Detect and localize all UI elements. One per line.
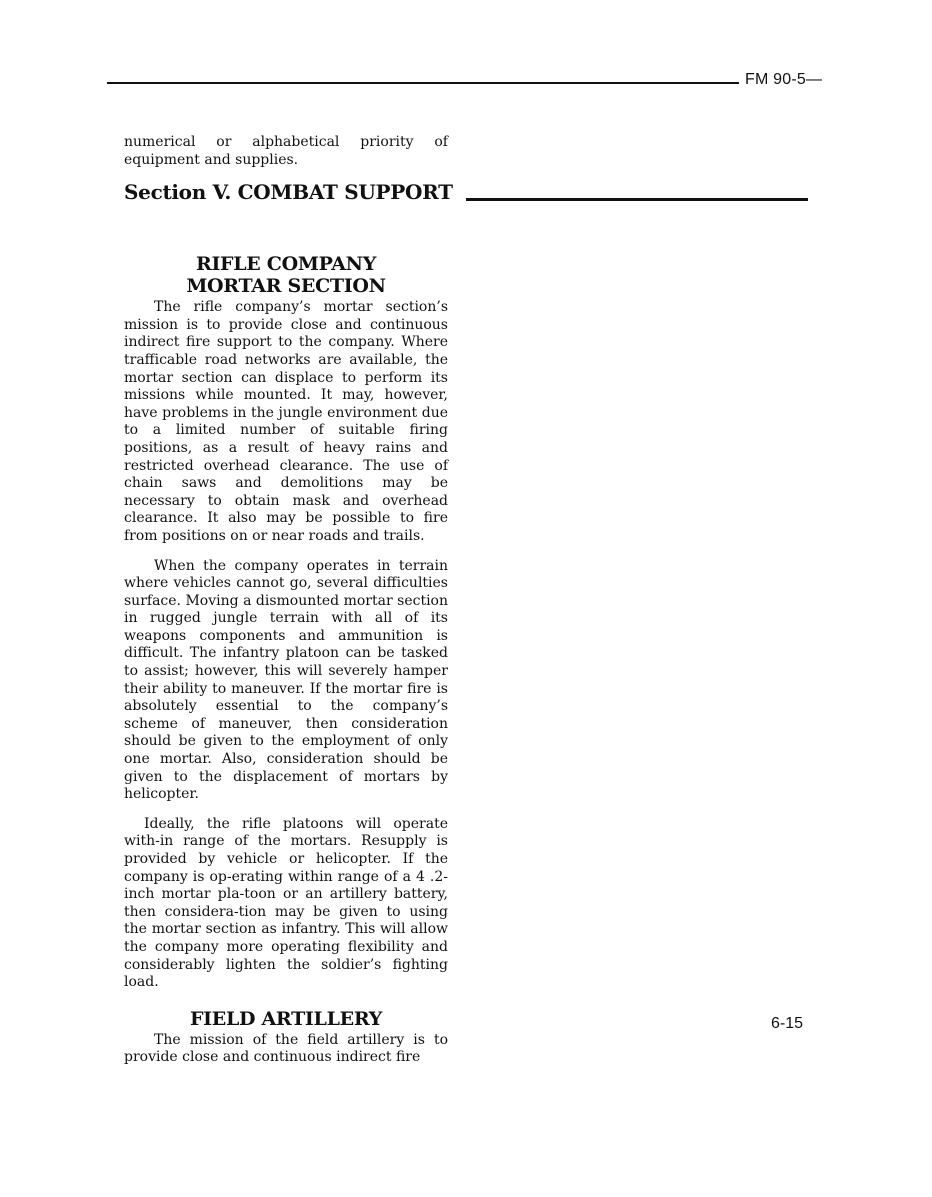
- section-title-spacer: [124, 169, 448, 253]
- body-paragraph-3: Ideally, the rifle platoons will operate with-in range of the mortars. Resupply is provided by vehicle or helicopter. If the company is op-erating within range of a 4 .2-inch mortar pla-toon or an artillery battery, then considera-tion may be given to using the mortar section as infantry. This will allow the company more operating flexibility and considerably lighten the soldier’s fighting load.: [124, 815, 448, 991]
- section-title: Section V. COMBAT SUPPORT: [124, 180, 453, 204]
- text-column: [124, 134, 448, 1067]
- running-head: FM 90-5—: [745, 71, 823, 88]
- section-rule: [466, 198, 808, 201]
- header-rule: [107, 82, 739, 84]
- intro-paragraph: numerical or alphabetical priority of equipment and supplies.: [124, 134, 448, 168]
- field-artillery-heading: FIELD ARTILLERY: [189, 1007, 382, 1030]
- page-number: 6-15: [771, 1015, 804, 1032]
- body-paragraph-2: When the company operates in terrain where vehicles cannot go, several difficulties surface. Moving a dismounted mortar section in rugged jungle terrain with all of its weapons components and ammunition is difficult. The infantry platoon can be tasked to assist; however, this will severely hamper their ability to maneuver. If the mortar fire is absolutely essential to the company’s scheme of maneuver, then consideration should be given to the employment of only one mortar. Also, consideration should be given to the displacement of mortars by helicopter.: [124, 557, 448, 803]
- rifle-company-heading-line2: MORTAR SECTION: [186, 275, 386, 298]
- rifle-company-heading-line1: RIFLE COMPANY: [195, 253, 376, 276]
- body-paragraph-1: The rifle company’s mortar section’s mission is to provide close and continuous indirect fire support to the company. Where trafficable road networks are available, the mortar section can displace to perform its missions while mounted. It may, however, have problems in the jungle environment due to a limited number of suitable firing positions, as a result of heavy rains and restricted overhead clearance. The use of chain saws and demolitions may be necessary to obtain mask and overhead clearance. It also may be possible to fire from positions on or near roads and trails.: [124, 299, 448, 544]
- body-paragraph-4: The mission of the field artillery is to provide close and continuous indirect fire: [124, 1031, 448, 1066]
